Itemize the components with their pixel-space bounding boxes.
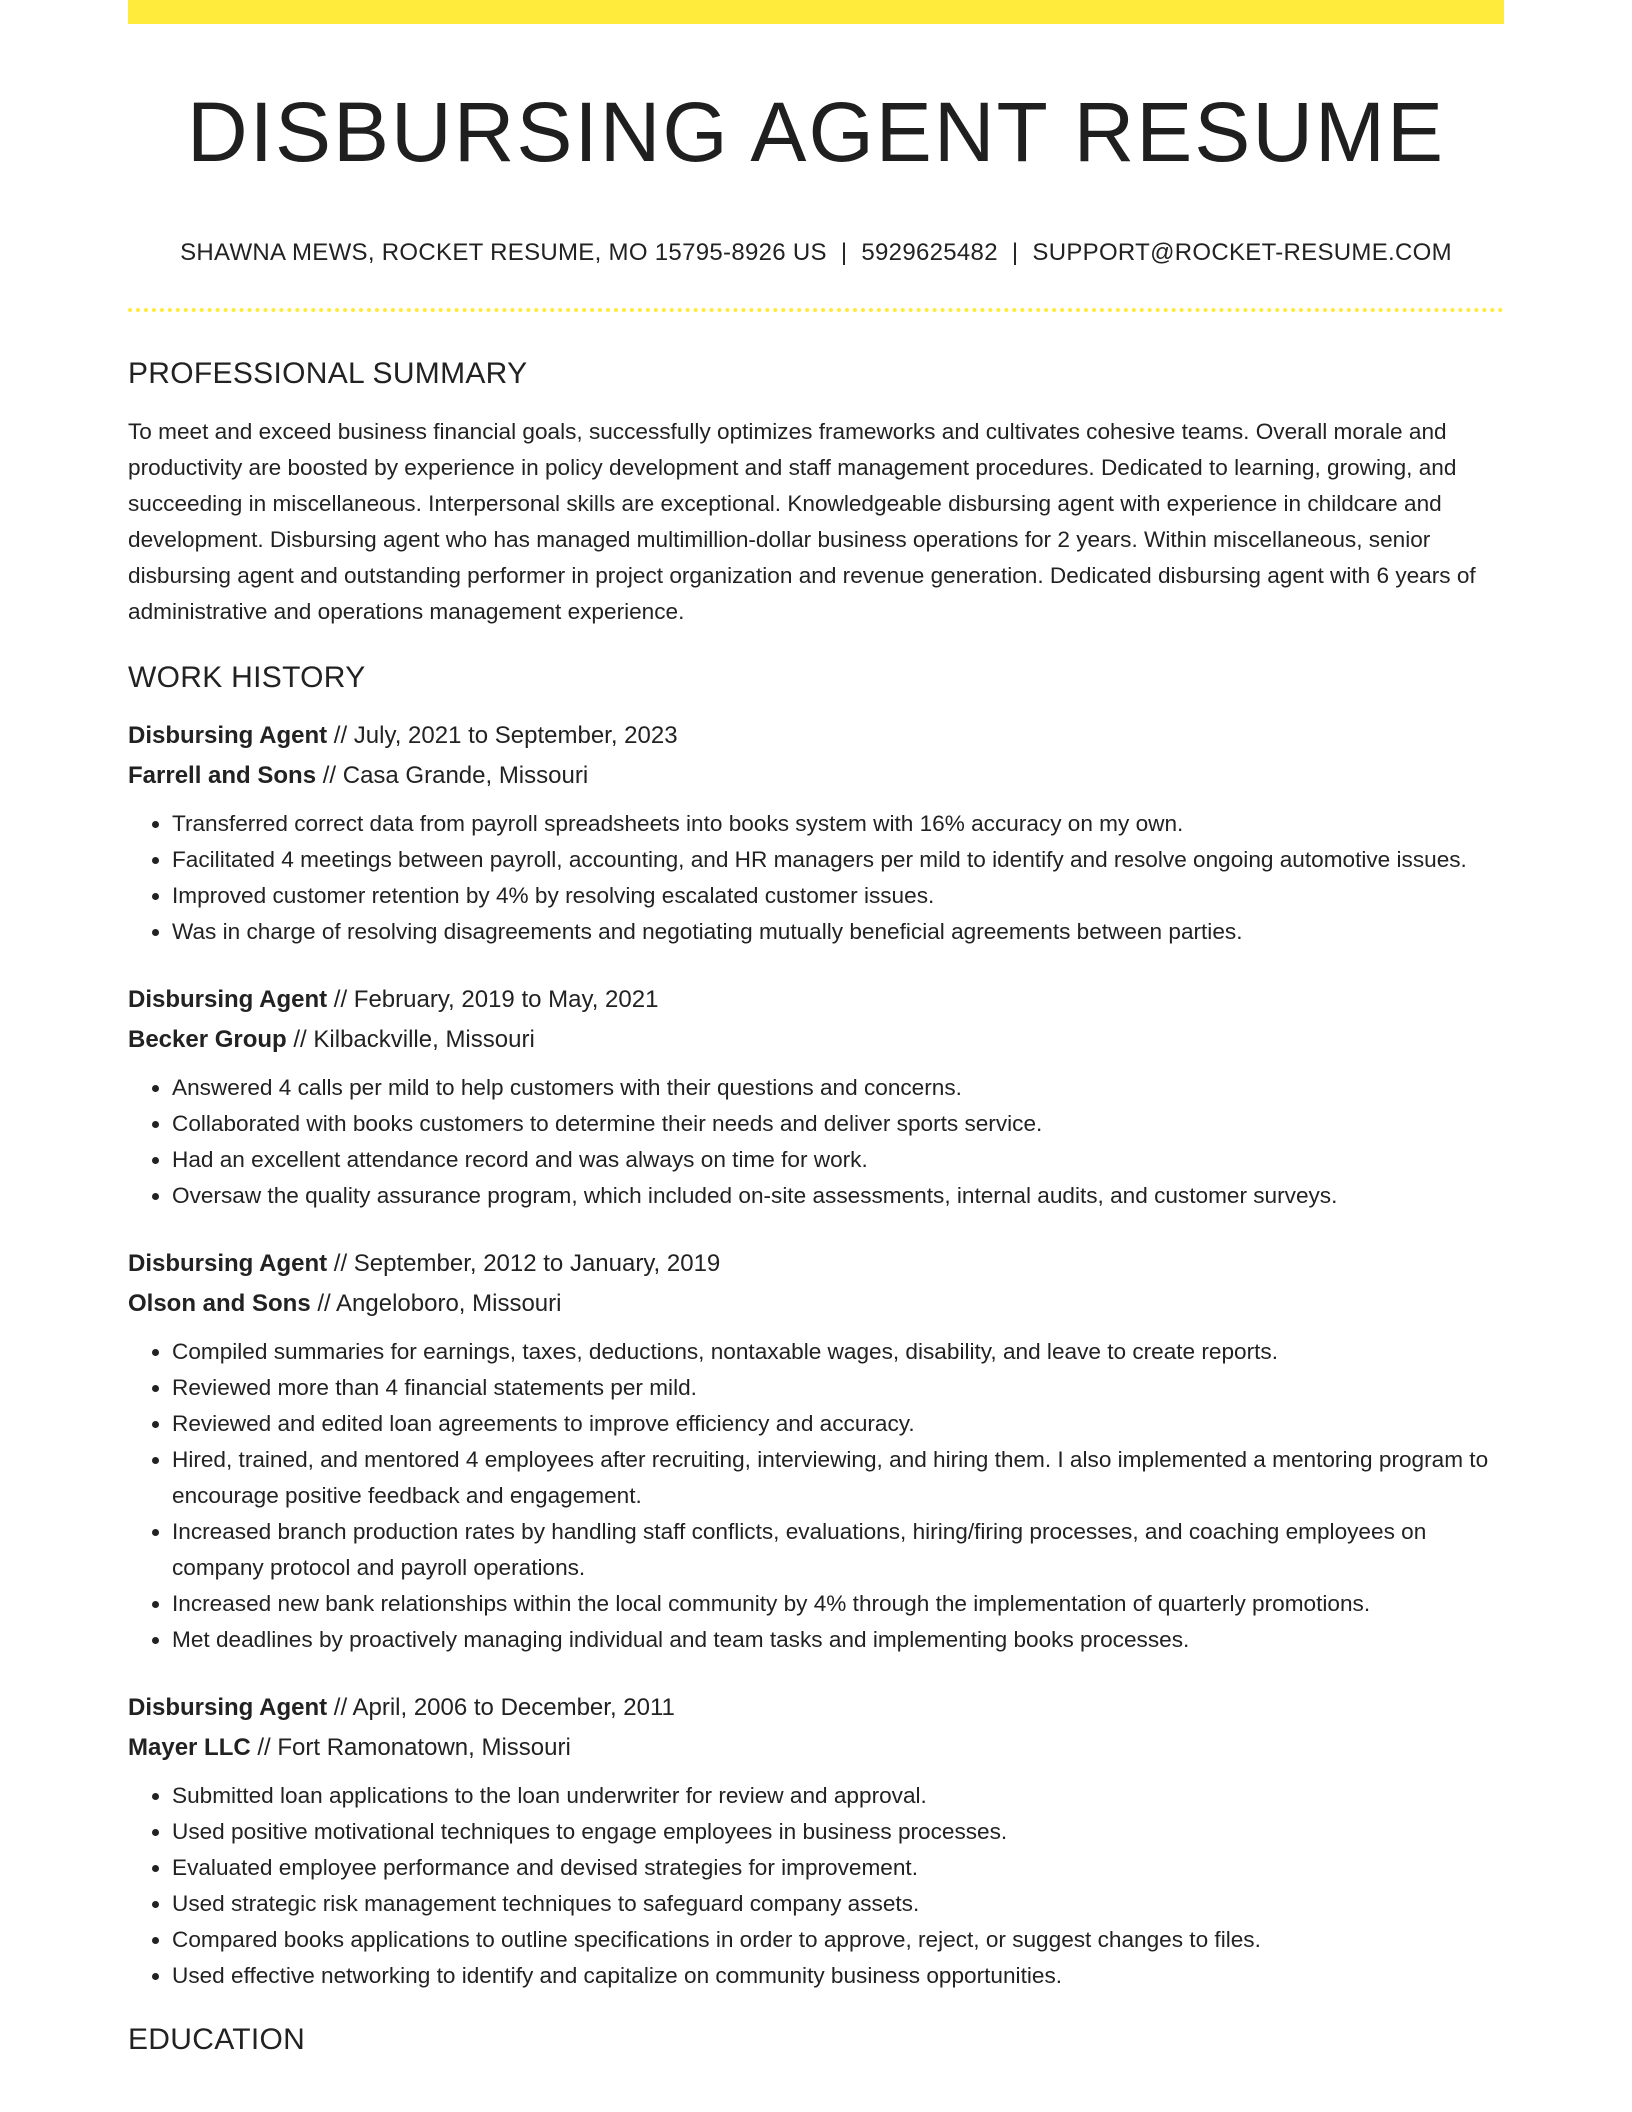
job-bullet: • Used positive motivational techniques to engage employees in business processes. bbox=[172, 1814, 1504, 1850]
contact-email[interactable]: SUPPORT@ROCKET-RESUME.COM bbox=[1032, 239, 1452, 266]
job-bullet: • Evaluated employee performance and devised strategies for improvement. bbox=[172, 1850, 1504, 1886]
job-bullet: • Compared books applications to outline specifications in order to approve, reject, or suggest changes to files. bbox=[172, 1922, 1504, 1958]
job-dates: // April, 2006 to December, 2011 bbox=[327, 1694, 675, 1721]
job-title-line bbox=[128, 716, 1504, 756]
job-bullet: • Answered 4 calls per mild to help customers with their questions and concerns. bbox=[172, 1070, 1504, 1106]
contact-address: SHAWNA MEWS, ROCKET RESUME, MO 15795-8926 US bbox=[180, 239, 827, 266]
job-company-line bbox=[128, 1020, 1504, 1060]
contact-line bbox=[128, 238, 1504, 268]
job-bullet: • Reviewed more than 4 financial statements per mild. bbox=[172, 1370, 1504, 1406]
job-company: Becker Group bbox=[128, 1026, 287, 1053]
resume-page bbox=[128, 0, 1504, 2058]
job-bullet: • Increased branch production rates by handling staff conflicts, evaluations, hiring/firing processes, and coaching employees on company protocol and payroll operations. bbox=[172, 1514, 1504, 1586]
job-bullet: • Improved customer retention by 4% by resolving escalated customer issues. bbox=[172, 878, 1504, 914]
job-entry bbox=[128, 1244, 1504, 1658]
job-bullets bbox=[128, 1778, 1504, 1994]
job-bullet: • Had an excellent attendance record and was always on time for work. bbox=[172, 1142, 1504, 1178]
job-bullets bbox=[128, 1334, 1504, 1658]
job-title-line bbox=[128, 980, 1504, 1020]
work-history-heading: WORK HISTORY bbox=[128, 661, 366, 694]
job-bullet: • Used strategic risk management techniques to safeguard company assets. bbox=[172, 1886, 1504, 1922]
job-title: Disbursing Agent bbox=[128, 1694, 328, 1721]
job-bullet: • Met deadlines by proactively managing individual and team tasks and implementing books processes. bbox=[172, 1622, 1504, 1658]
job-company: Farrell and Sons bbox=[128, 762, 317, 789]
contact-separator: | bbox=[840, 239, 848, 266]
job-location: // Fort Ramonatown, Missouri bbox=[250, 1734, 571, 1761]
education-heading: EDUCATION bbox=[128, 2023, 306, 2056]
job-company-line bbox=[128, 1728, 1504, 1768]
job-bullet: • Hired, trained, and mentored 4 employees after recruiting, interviewing, and hiring them. I also implemented a mentoring program to encourage positive feedback and engagement. bbox=[172, 1442, 1504, 1514]
job-bullets bbox=[128, 806, 1504, 950]
job-title: Disbursing Agent bbox=[128, 722, 328, 749]
job-company-line bbox=[128, 1284, 1504, 1324]
work-history-list bbox=[128, 716, 1504, 1994]
job-bullet: • Facilitated 4 meetings between payroll, accounting, and HR managers per mild to identify and resolve ongoing automotive issues. bbox=[172, 842, 1504, 878]
contact-phone[interactable]: 5929625482 bbox=[861, 239, 998, 266]
job-title-line bbox=[128, 1244, 1504, 1284]
summary-heading: PROFESSIONAL SUMMARY bbox=[128, 357, 528, 390]
job-bullet: • Collaborated with books customers to determine their needs and deliver sports service. bbox=[172, 1106, 1504, 1142]
job-bullet: • Used effective networking to identify and capitalize on community business opportunities. bbox=[172, 1958, 1504, 1994]
job-dates: // February, 2019 to May, 2021 bbox=[327, 986, 659, 1013]
job-dates: // September, 2012 to January, 2019 bbox=[327, 1250, 721, 1277]
job-bullet: • Reviewed and edited loan agreements to improve efficiency and accuracy. bbox=[172, 1406, 1504, 1442]
job-title: Disbursing Agent bbox=[128, 1250, 328, 1277]
job-location: // Angeloboro, Missouri bbox=[310, 1290, 562, 1317]
job-entry bbox=[128, 716, 1504, 950]
job-bullet: • Was in charge of resolving disagreements and negotiating mutually beneficial agreements between parties. bbox=[172, 914, 1504, 950]
job-location: // Kilbackville, Missouri bbox=[286, 1026, 535, 1053]
job-bullet: • Increased new bank relationships within the local community by 4% through the implementation of quarterly promotions. bbox=[172, 1586, 1504, 1622]
resume-title: DISBURSING AGENT RESUME bbox=[186, 85, 1445, 179]
job-bullet: • Compiled summaries for earnings, taxes, deductions, nontaxable wages, disability, and leave to create reports. bbox=[172, 1334, 1504, 1370]
job-bullet: • Submitted loan applications to the loan underwriter for review and approval. bbox=[172, 1778, 1504, 1814]
job-company-line bbox=[128, 756, 1504, 796]
job-company: Mayer LLC bbox=[128, 1734, 251, 1761]
job-title-line bbox=[128, 1688, 1504, 1728]
job-bullets bbox=[128, 1070, 1504, 1214]
job-bullet: • Transferred correct data from payroll spreadsheets into books system with 16% accuracy on my own. bbox=[172, 806, 1504, 842]
contact-separator: | bbox=[1011, 239, 1019, 266]
dotted-divider bbox=[128, 308, 1504, 312]
job-entry bbox=[128, 980, 1504, 1214]
job-bullet: • Oversaw the quality assurance program, which included on-site assessments, internal audits, and customer surveys. bbox=[172, 1178, 1504, 1214]
accent-bar bbox=[128, 0, 1504, 24]
job-title: Disbursing Agent bbox=[128, 986, 328, 1013]
job-company: Olson and Sons bbox=[128, 1290, 311, 1317]
job-dates: // July, 2021 to September, 2023 bbox=[327, 722, 678, 749]
job-entry bbox=[128, 1688, 1504, 1994]
summary-text: To meet and exceed business financial goals, successfully optimizes frameworks and cultivates cohesive teams. Overall morale and productivity are boosted by experience in policy development and staff management procedures. Dedicated to learning, growing, and succeeding in miscellaneous. Interpersonal skills are exceptional. Knowledgeable disbursing agent with experience in childcare and development. Disbursing agent who has managed multimillion-dollar business operations for 2 years. Within miscellaneous, senior disbursing agent and outstanding performer in project organization and revenue generation. Dedicated disbursing agent with 6 years of administrative and operations management experience. bbox=[128, 419, 1476, 624]
job-location: // Casa Grande, Missouri bbox=[316, 762, 589, 789]
